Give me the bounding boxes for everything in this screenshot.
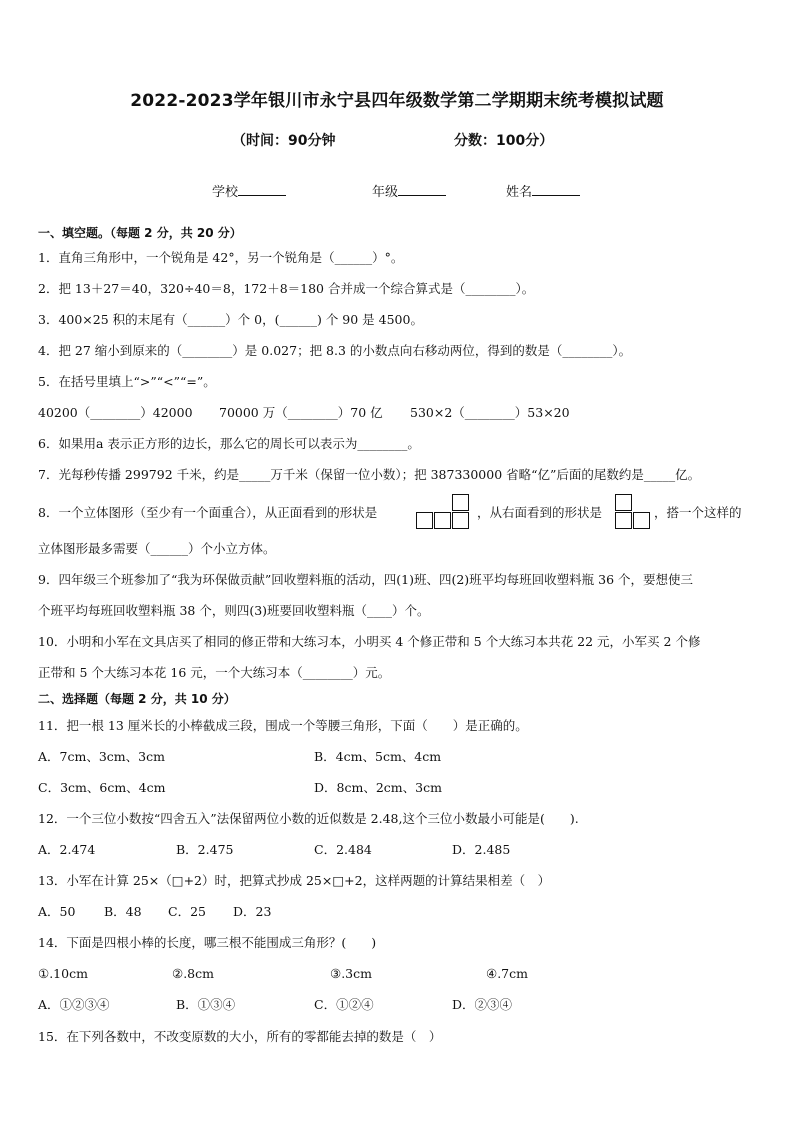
cube-square <box>452 494 469 511</box>
name-blank <box>532 183 580 196</box>
question-2: 2．把 13＋27＝40，320÷40＝8，172＋8＝180 合并成一个综合算式是（________）。 <box>38 281 535 296</box>
question-6: 6．如果用a 表示正方形的边长，那么它的周长可以表示为________。 <box>38 436 420 451</box>
question-14-option-a: A．①②③④ <box>38 997 110 1012</box>
grade-field <box>372 181 446 200</box>
question-14-item-2: ②.8cm <box>172 966 214 981</box>
question-10-line-2: 正带和 5 个大练习本花 16 元，一个大练习本（________）元。 <box>38 665 391 680</box>
question-15: 15．在下列各数中，不改变原数的大小，所有的零都能去掉的数是（ ） <box>38 1029 442 1044</box>
question-5-item-3: 530×2（________）53×20 <box>410 405 570 420</box>
question-14-option-c: C．①②④ <box>314 997 374 1012</box>
question-12-option-a: A．2.474 <box>38 842 96 857</box>
school-blank <box>238 183 286 196</box>
cube-square <box>416 512 433 529</box>
question-11: 11．把一根 13 厘米长的小棒截成三段，围成一个等腰三角形，下面（ ）是正确的。 <box>38 718 528 733</box>
question-8-part-c: ，搭一个这样的 <box>654 505 742 520</box>
question-4: 4．把 27 缩小到原来的（________）是 0.027；把 8.3 的小数点向右移动两位，得到的数是（________）。 <box>38 343 632 358</box>
right-view-figure <box>615 493 655 531</box>
question-13-option-b: B．48 <box>104 904 142 919</box>
cube-square <box>434 512 451 529</box>
grade-label: 年级 <box>372 185 399 200</box>
question-14-option-b: B．①③④ <box>176 997 236 1012</box>
question-7: 7．光每秒传播 299792 千米，约是_____万千米（保留一位小数）；把 387330000 省略“亿”后面的尾数约是_____亿。 <box>38 467 701 482</box>
name-label: 姓名 <box>506 185 533 200</box>
question-13: 13．小军在计算 25×（□+2）时，把算式抄成 25×□+2，这样两题的计算结果相差（ ） <box>38 873 551 888</box>
question-5: 5．在括号里填上“>”“<”“=”。 <box>38 374 216 389</box>
question-11-option-b: B．4cm、5cm、4cm <box>314 749 442 764</box>
question-9-line-1: 9．四年级三个班参加了“我为环保做贡献”回收塑料瓶的活动，四(1)班、四(2)班平均每班回收塑料瓶 36 个，要想使三 <box>38 572 694 587</box>
question-5-item-2: 70000 万（________）70 亿 <box>219 405 383 420</box>
question-11-option-d: D．8cm、2cm、3cm <box>314 780 442 795</box>
question-9-line-2: 个班平均每班回收塑料瓶 38 个，则四(3)班要回收塑料瓶（____）个。 <box>38 603 430 618</box>
question-11-option-a: A．7cm、3cm、3cm <box>38 749 165 764</box>
question-14: 14．下面是四根小棒的长度，哪三根不能围成三角形？( ) <box>38 935 377 950</box>
question-14-item-4: ④.7cm <box>486 966 528 981</box>
name-field <box>506 181 580 200</box>
cube-square <box>615 494 632 511</box>
question-1: 1．直角三角形中，一个锐角是 42°，另一个锐角是（______）°。 <box>38 250 404 265</box>
section-1-heading: 一、填空题。（每题 2 分，共 20 分） <box>38 226 242 240</box>
front-view-figure <box>416 493 474 531</box>
cube-square <box>633 512 650 529</box>
question-11-option-c: C．3cm、6cm、4cm <box>38 780 166 795</box>
page-title: 2022-2023学年银川市永宁县四年级数学第二学期期末统考模拟试题 <box>130 91 664 111</box>
question-12: 12．一个三位小数按“四舍五入”法保留两位小数的近似数是 2.48,这个三位小数最小可能是( ). <box>38 811 579 826</box>
question-12-option-d: D．2.485 <box>452 842 511 857</box>
grade-blank <box>398 183 446 196</box>
exam-time: （时间：90分钟 <box>232 133 336 149</box>
question-8-part-d: 立体图形最多需要（______）个小立方体。 <box>38 541 276 556</box>
question-14-item-1: ①.10cm <box>38 966 88 981</box>
school-label: 学校 <box>212 185 239 200</box>
school-field <box>212 181 286 200</box>
question-13-option-d: D．23 <box>233 904 272 919</box>
question-8-part-a: 8．一个立体图形（至少有一个面重合），从正面看到的形状是 <box>38 505 378 520</box>
question-12-option-c: C．2.484 <box>314 842 372 857</box>
question-12-option-b: B．2.475 <box>176 842 234 857</box>
question-10-line-1: 10．小明和小军在文具店买了相同的修正带和大练习本，小明买 4 个修正带和 5 个大练习本共花 22 元，小军买 2 个修 <box>38 634 701 649</box>
section-2-heading: 二、选择题（每题 2 分，共 10 分） <box>38 692 236 706</box>
question-8-part-b: ，从右面看到的形状是 <box>477 505 603 520</box>
cube-square <box>615 512 632 529</box>
question-3: 3．400×25 积的末尾有（______）个 0，(______) 个 90 是 4500。 <box>38 312 423 327</box>
cube-square <box>452 512 469 529</box>
question-13-option-a: A．50 <box>38 904 76 919</box>
question-13-option-c: C．25 <box>168 904 206 919</box>
question-5-item-1: 40200（________）42000 <box>38 405 193 420</box>
question-14-option-d: D．②③④ <box>452 997 513 1012</box>
exam-score: 分数：100分） <box>454 133 554 149</box>
question-14-item-3: ③.3cm <box>330 966 372 981</box>
